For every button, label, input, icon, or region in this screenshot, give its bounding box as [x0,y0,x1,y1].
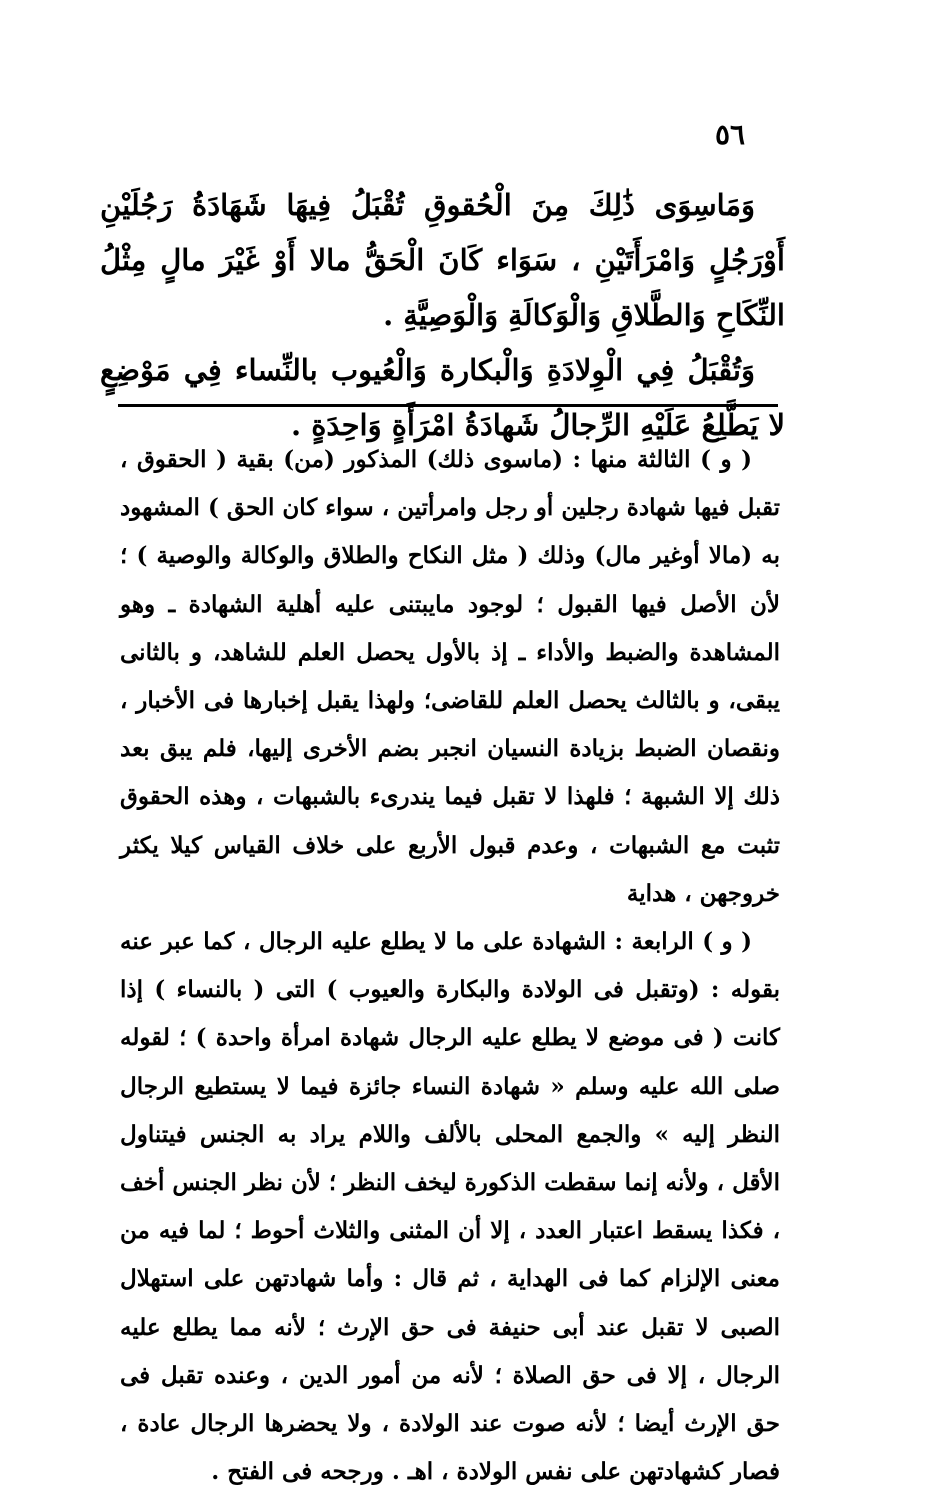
page-number: ٥٦ [714,118,746,151]
divider-line [118,404,778,407]
main-text-paragraph: وَتُقْبَلُ فِي الْوِلادَةِ وَالْبكارة وَالْعُيوب بالنِّساء فِي مَوْضِعٍ لا يَطَّلِعُ عَلَيْهِ الرِّجالُ شَهادَةُ امْرَأَةٍ وَاحِدَةٍ . [100,353,785,442]
commentary-paragraph: ( و ) الثالثة منها : (ماسوى ذلك) المذكور (من) بقية ( الحقوق ، تقبل فيها شهادة رجلين أو رجل وامرأتين ، سواء كان الحق ) المشهود به (مالا أوغير مال) وذلك ( مثل النكاح والطلاق والوكالة والوصية ) ؛ لأن الأصل فيها القبول ؛ لوجود مايبتنى عليه أهلية الشهادة ـ وهو المشاهدة والضبط والأداء ـ إذ بالأول يحصل العلم للشاهد، و بالثانى يبقى، و بالثالث يحصل العلم للقاضى؛ ولهذا يقبل إخبارها فى الأخبار ، ونقصان الضبط بزيادة النسيان انجبر بضم الأخرى إليها، فلم يبق بعد ذلك إلا الشبهة ؛ فلهذا لا تقبل فيما يندرىء بالشبهات ، وهذه الحقوق تثبت مع الشبهات ، وعدم قبول الأربع على خلاف القياس كيلا يكثر خروجهن ، هداية [120,446,780,907]
commentary-paragraph: ( و ) الرابعة : الشهادة على ما لا يطلع عليه الرجال ، كما عبر عنه بقوله : (وتقبل فى الولادة والبكارة والعيوب ) التى ( بالنساء ) إذا كانت ( فى موضع لا يطلع عليه الرجال شهادة امرأة واحدة ) ؛ لقوله صلى الله عليه وسلم « شهادة النساء جائزة فيما لا يستطيع الرجال النظر إليه » والجمع المحلى بالألف واللام يراد به الجنس فيتناول الأقل ، ولأنه إنما سقطت الذكورة ليخف النظر ؛ لأن نظر الجنس أخف ، فكذا يسقط اعتبار العدد ، إلا أن المثنى والثلاث أحوط ؛ لما فيه من معنى الإلزام كما فى الهداية ، ثم قال : وأما شهادتهن على استهلال الصبى لا تقبل عند أبى حنيفة فى حق الإرث ؛ لأنه مما يطلع عليه الرجال ، إلا فى حق الصلاة ؛ لأنه من أمور الدين ، وعنده تقبل فى حق الإرث أيضا ؛ لأنه صوت عند الولادة ، ولا يحضرها الرجال عادة ، فصار كشهادتهن على نفس الولادة ، اهـ . ورجحه فى الفتح . [119,928,781,1486]
commentary-text [120,436,780,1496]
main-text [100,178,785,453]
main-text-paragraph: وَمَاسِوَى ذَٰلِكَ مِنَ الْحُقوقِ تُقْبَلُ فِيهَا شَهَادَةُ رَجُلَيْنِ أَوْرَجُلٍ وَامْرَأَتَيْنِ ، سَوَاء كَانَ الْحَقُّ مالا أَوْ غَيْرَ مالٍ مِثْلُ النِّكَاحِ وَالطَّلاقِ وَالْوَكالَةِ وَالْوَصِيَّةِ . [100,188,785,332]
